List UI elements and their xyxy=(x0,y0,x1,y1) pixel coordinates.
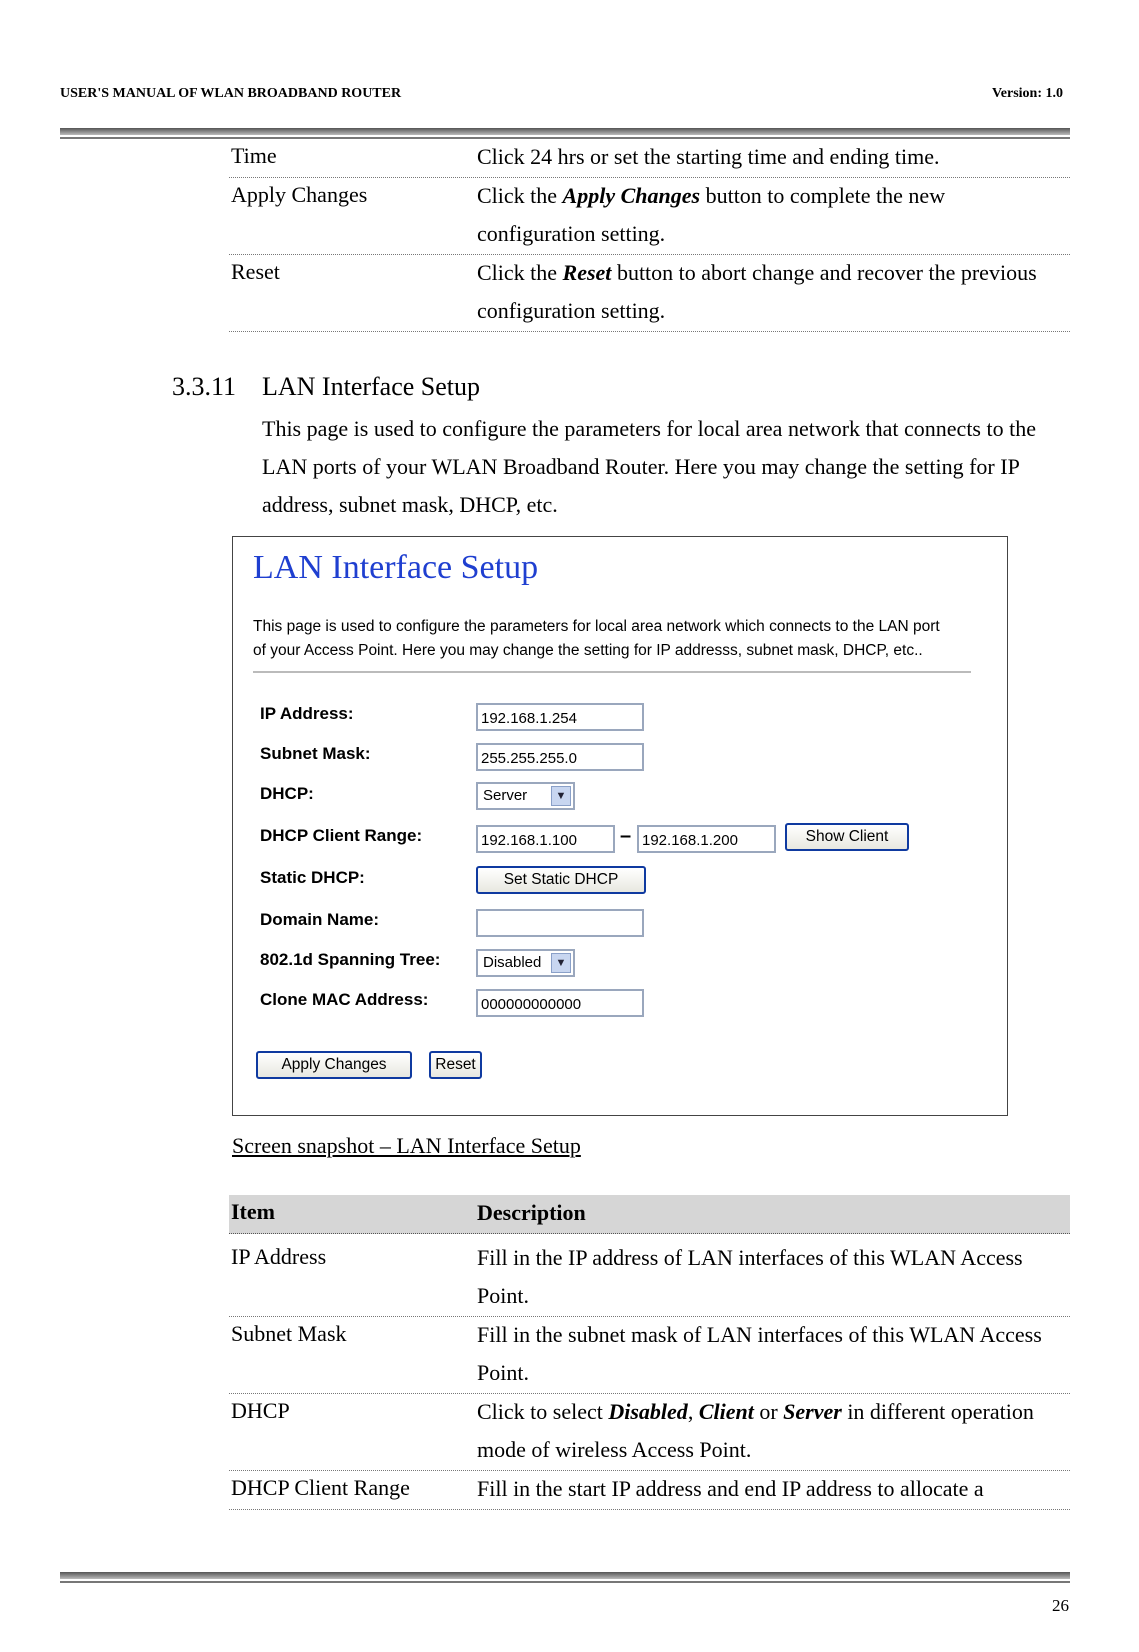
table-row xyxy=(229,1471,1070,1510)
range-separator: – xyxy=(620,825,632,847)
header-rule xyxy=(60,128,1070,135)
section-title: LAN Interface Setup xyxy=(262,372,481,401)
desc-cell: Click 24 hrs or set the starting time and ending time. xyxy=(477,144,940,169)
dhcp-range-label: DHCP Client Range: xyxy=(260,826,423,845)
table-row xyxy=(229,178,1070,255)
table-row xyxy=(229,1317,1070,1394)
clone-mac-label: Clone MAC Address: xyxy=(260,990,429,1009)
ip-address-label: IP Address: xyxy=(260,704,354,723)
range-end-input[interactable]: 192.168.1.200 xyxy=(637,825,776,853)
subnet-mask-label: Subnet Mask: xyxy=(260,744,371,763)
item-cell: IP Address xyxy=(231,1244,327,1269)
lan-setup-screenshot xyxy=(232,536,1008,1116)
footer-rule-thin xyxy=(60,1581,1070,1583)
static-dhcp-label: Static DHCP: xyxy=(260,868,365,887)
dhcp-select[interactable] xyxy=(476,782,575,810)
ip-address-input[interactable]: 192.168.1.254 xyxy=(476,703,644,731)
desc-cell: Click the Apply Changes button to complete the new configuration setting. xyxy=(477,183,946,246)
table-row xyxy=(229,1240,1070,1317)
reset-button[interactable]: Reset xyxy=(429,1051,482,1079)
figure-caption: Screen snapshot – LAN Interface Setup xyxy=(232,1133,581,1158)
item-cell: Reset xyxy=(231,259,280,284)
set-static-dhcp-button[interactable]: Set Static DHCP xyxy=(476,866,646,894)
apply-changes-button[interactable]: Apply Changes xyxy=(256,1051,412,1079)
table-row xyxy=(229,255,1070,332)
version-label: Version: 1.0 xyxy=(991,86,1063,101)
spanning-tree-select[interactable] xyxy=(476,949,575,977)
footer-rule xyxy=(60,1572,1070,1579)
dhcp-label: DHCP: xyxy=(260,784,314,803)
chevron-down-icon[interactable]: ▼ xyxy=(551,953,571,973)
table-row xyxy=(229,1394,1070,1471)
table-row xyxy=(229,139,1070,178)
item-cell: Time xyxy=(231,143,277,168)
domain-name-label: Domain Name: xyxy=(260,910,380,929)
range-start-input[interactable]: 192.168.1.100 xyxy=(476,825,615,853)
item-cell: DHCP Client Range xyxy=(231,1475,410,1500)
divider xyxy=(253,671,971,673)
manual-title: USER'S MANUAL OF WLAN BROADBAND ROUTER xyxy=(60,86,402,101)
clone-mac-input[interactable]: 000000000000 xyxy=(476,989,644,1017)
section-body: This page is used to configure the parameters for local area network that connects to the LAN ports of your WLAN Broadband Router. Here you may change the setting for IP address, subnet mask, DHCP, etc. xyxy=(262,416,1036,517)
item-cell: Subnet Mask xyxy=(231,1321,347,1346)
section-number: 3.3.11 xyxy=(172,372,237,401)
page-number: 26 xyxy=(1052,1596,1069,1615)
desc-cell: Click to select Disabled, Client or Server in different operation mode of wireless Access Point. xyxy=(477,1399,1034,1462)
subnet-mask-input[interactable]: 255.255.255.0 xyxy=(476,743,644,771)
item-cell: Apply Changes xyxy=(231,182,368,207)
page-title: LAN Interface Setup xyxy=(253,549,539,586)
table-header xyxy=(229,1195,1070,1234)
spanning-tree-label: 802.1d Spanning Tree: xyxy=(260,950,441,969)
desc-cell: Fill in the IP address of LAN interfaces of this WLAN Access Point. xyxy=(477,1245,1023,1308)
item-header: Item xyxy=(231,1199,275,1224)
show-client-button[interactable]: Show Client xyxy=(785,823,909,851)
spanning-tree-select-value: Disabled xyxy=(483,954,542,971)
chevron-down-icon[interactable]: ▼ xyxy=(551,786,571,806)
domain-name-input[interactable] xyxy=(476,909,644,937)
item-cell: DHCP xyxy=(231,1398,290,1423)
desc-cell: Fill in the start IP address and end IP address to allocate a xyxy=(477,1476,984,1501)
desc-header: Description xyxy=(477,1200,586,1225)
desc-cell: Fill in the subnet mask of LAN interfaces of this WLAN Access Point. xyxy=(477,1322,1042,1385)
dhcp-select-value: Server xyxy=(483,787,528,804)
desc-cell: Click the Reset button to abort change and recover the previous configuration setting. xyxy=(477,260,1037,323)
page-description: This page is used to configure the parameters for local area network which connects to the LAN port of your Access Point. Here you may change the setting for IP addresss, subnet mask, DHCP, etc.. xyxy=(253,618,940,659)
